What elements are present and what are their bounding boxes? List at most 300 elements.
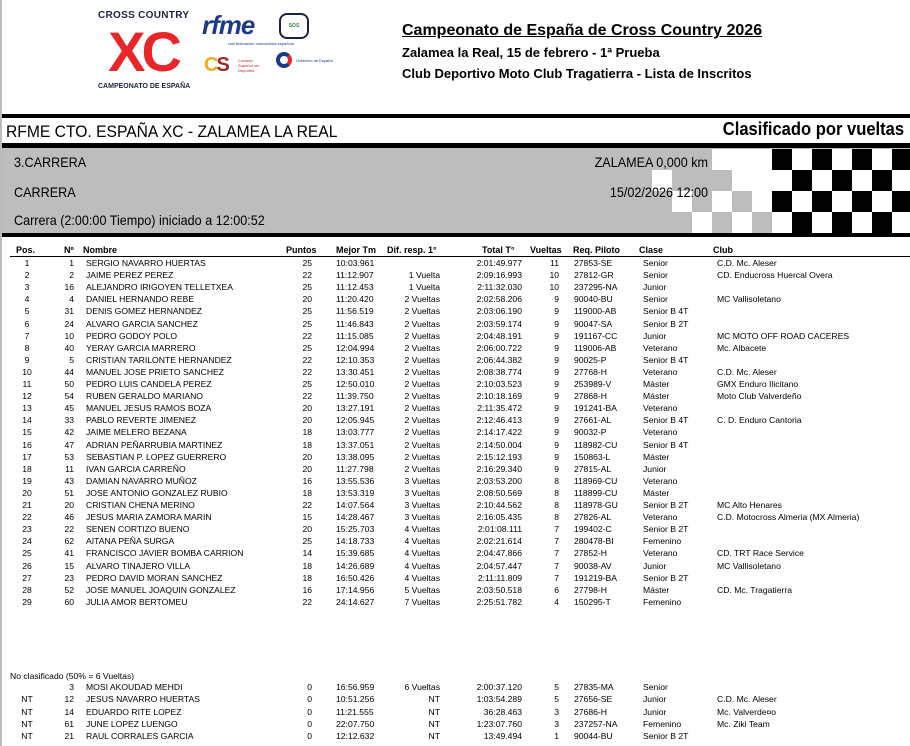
cell-laps: 9 — [554, 366, 559, 377]
column-header-total-time: Total T° — [482, 245, 515, 255]
checker-square — [892, 212, 910, 233]
cell-license: 118899-CU — [574, 487, 618, 498]
cell-points: 25 — [302, 282, 312, 293]
cell-name: ALVARO TINAJERO VILLA — [86, 560, 191, 571]
cell-total-time: 2:00:37.120 — [476, 682, 522, 692]
cell-points: 25 — [302, 258, 312, 268]
cell-license: 27768-H — [574, 366, 607, 377]
cell-name: PEDRO DAVID MORAN SANCHEZ — [86, 572, 223, 583]
cell-total-time: 2:02:58.206 — [476, 294, 522, 305]
cell-best-lap: 16:56.959 — [336, 682, 375, 692]
cell-laps: 4 — [554, 596, 559, 607]
cell-class: Femenino — [643, 596, 682, 607]
cell-license: 150295-T — [574, 596, 611, 607]
checker-square — [852, 212, 872, 233]
sostenible-logo: SOS — [279, 13, 309, 39]
cell-license: 27852-H — [574, 548, 607, 559]
cell-number: 53 — [64, 451, 74, 462]
cell-name: JESUS NAVARRO HUERTAS — [86, 694, 200, 705]
cell-license: 27815-AL — [574, 463, 612, 474]
cell-total-time: 2:03:06.190 — [476, 306, 522, 317]
cell-gap: 4 Vueltas — [404, 548, 440, 559]
cell-total-time: 2:11:32.030 — [477, 282, 522, 293]
cell-laps: 9 — [554, 342, 559, 353]
cell-name: PEDRO GODOY POLO — [86, 330, 178, 341]
cell-pos: 15 — [22, 427, 32, 438]
cell-points: 22 — [302, 330, 312, 341]
xc-logo-mark: XC — [108, 20, 178, 83]
divider — [2, 114, 910, 118]
cell-laps: 10 — [549, 282, 559, 293]
cell-laps: 11 — [550, 258, 559, 268]
cell-total-time: 2:16:05.435 — [476, 512, 522, 523]
cell-pos: 8 — [24, 342, 30, 353]
event-subtitle: Zalamea la Real, 15 de febrero - 1ª Prueba — [402, 45, 660, 60]
cell-total-time: 2:12:46.413 — [476, 415, 522, 426]
cell-class: Femenino — [643, 718, 682, 729]
cell-pos: 25 — [22, 548, 32, 559]
checker-square — [872, 149, 892, 170]
cell-pos: 20 — [22, 487, 32, 498]
cell-best-lap: 16:50.426 — [336, 572, 375, 583]
cell-laps: 9 — [554, 354, 559, 365]
cell-best-lap: 12:50.010 — [336, 379, 375, 389]
cell-license: 27656-SE — [574, 694, 613, 705]
cell-points: 15 — [302, 512, 312, 523]
cell-class: Senior B 4T — [643, 415, 689, 426]
cell-number: 1 — [69, 258, 74, 268]
cell-class: Veterano — [643, 403, 678, 414]
cell-laps: 7 — [554, 572, 559, 583]
cell-best-lap: 13:30.451 — [336, 366, 375, 377]
cell-pos: 4 — [24, 294, 30, 305]
checker-square — [832, 212, 852, 233]
csd-logo-sub: Consejo Superior de Deportes — [238, 58, 259, 73]
cell-gap: 2 Vueltas — [404, 342, 440, 353]
cell-total-time: 2:06:44.382 — [476, 354, 522, 365]
cell-laps: 9 — [554, 306, 559, 317]
cell-class: Máster — [643, 584, 670, 595]
cell-best-lap: 13:37.051 — [336, 439, 375, 450]
cell-gap: NT — [428, 718, 440, 729]
cell-laps: 8 — [554, 500, 559, 510]
checker-square — [752, 170, 772, 191]
cell-name: JESUS MARIA ZAMORA MARIN — [86, 512, 212, 523]
cell-license: 191167-CC — [574, 330, 618, 341]
cell-number: 42 — [64, 427, 74, 438]
cell-total-time: 2:14:50.004 — [476, 439, 522, 450]
cell-best-lap: 14:07.564 — [336, 500, 375, 510]
cell-number: 60 — [64, 596, 74, 607]
cell-club: Mc. Ziki Team — [717, 718, 770, 729]
cell-gap: 2 Vueltas — [404, 415, 440, 426]
cell-pos: 6 — [24, 318, 30, 329]
cell-laps: 9 — [554, 318, 559, 329]
cell-total-time: 2:11:35.472 — [477, 403, 522, 414]
cell-points: 22 — [302, 500, 312, 510]
cell-name: CRISTIAN TARILONTE HERNANDEZ — [86, 354, 232, 365]
cell-name: DANIEL HERNANDO REBE — [86, 294, 195, 305]
rfme-logo: rfme — [202, 10, 255, 40]
cell-number: 12 — [64, 694, 74, 705]
cell-license: 90040-BU — [574, 294, 613, 305]
cell-name: EDUARDO RITE LOPEZ — [86, 706, 182, 717]
cell-number: 20 — [64, 500, 74, 510]
cell-class: Máster — [643, 379, 670, 389]
cell-license: 253989-V — [574, 379, 612, 389]
cell-laps: 7 — [554, 536, 559, 547]
cell-points: 18 — [302, 439, 312, 450]
cell-name: JOSE MANUEL JOAQUIN GONZALEZ — [86, 584, 236, 595]
cell-license: 27835-MA — [574, 682, 614, 692]
cell-gap: 2 Vueltas — [404, 294, 440, 305]
cell-laps: 1 — [554, 731, 559, 741]
cell-number: 22 — [64, 524, 74, 535]
checker-square — [732, 149, 752, 170]
cell-class: Senior — [643, 294, 668, 305]
cell-number: 15 — [64, 560, 74, 571]
divider — [2, 233, 910, 237]
checker-square — [732, 170, 752, 191]
xc-logo — [98, 10, 191, 92]
cell-total-time: 2:15:12.193 — [476, 451, 522, 462]
cell-points: 0 — [307, 731, 312, 741]
cell-gap: 7 Vueltas — [404, 596, 440, 607]
cell-laps: 9 — [554, 427, 559, 438]
event-title: RFME CTO. ESPAÑA XC - ZALAMEA LA REAL — [6, 122, 338, 141]
cell-class: Máster — [643, 487, 670, 498]
cell-number: 2 — [69, 270, 74, 281]
cell-pos: 2 — [24, 270, 30, 281]
cell-license: 90044-BU — [574, 731, 613, 741]
cell-class: Junior — [643, 463, 667, 474]
cell-number: 11 — [65, 463, 74, 474]
cell-number: 31 — [64, 306, 74, 317]
cell-number: 33 — [64, 415, 74, 426]
cell-best-lap: 14:28.467 — [336, 512, 375, 523]
checker-square — [812, 149, 832, 170]
cell-pos: 13 — [22, 403, 32, 414]
cell-laps: 9 — [554, 415, 559, 426]
cell-name: MANUEL JESUS RAMOS BOZA — [86, 403, 212, 414]
cell-pos: 7 — [24, 330, 30, 341]
checker-square — [772, 149, 792, 170]
cell-laps: 5 — [554, 694, 559, 705]
cell-pos: 16 — [22, 439, 32, 450]
checker-square — [832, 170, 852, 191]
checker-square — [892, 170, 910, 191]
cell-name: JUNE LOPEZ LUENGO — [86, 718, 178, 729]
cell-laps: 3 — [554, 718, 559, 729]
cell-best-lap: 14:18.733 — [336, 536, 375, 547]
cell-best-lap: 15:39.685 — [336, 548, 375, 559]
cell-pos: NT — [21, 718, 33, 729]
cell-license: 90038-AV — [574, 560, 612, 571]
cell-pos: 9 — [24, 354, 30, 365]
checker-square — [772, 170, 792, 191]
cell-gap: 2 Vueltas — [404, 439, 440, 450]
checker-square — [712, 149, 732, 170]
cell-total-time: 2:11:11.809 — [477, 572, 522, 583]
cell-points: 22 — [302, 354, 312, 365]
cell-license: 90032-P — [574, 427, 607, 438]
checker-square — [792, 212, 812, 233]
cell-club: MC Alto Henares — [717, 500, 782, 510]
cell-club: Moto Club Valverdeño — [717, 391, 802, 402]
cell-name: JULIA AMOR BERTOMEU — [86, 596, 188, 607]
cell-license: 118982-CU — [574, 439, 618, 450]
cell-name: DENIS GOMEZ HERNANDEZ — [86, 306, 203, 317]
cell-gap: 4 Vueltas — [404, 524, 440, 535]
column-header-pos: Pos. — [16, 245, 36, 255]
cell-pos: 19 — [22, 475, 32, 486]
cell-points: 16 — [302, 475, 312, 486]
cell-total-time: 2:04:48.191 — [476, 330, 522, 341]
cell-points: 25 — [302, 536, 312, 547]
cell-class: Femenino — [643, 536, 682, 547]
race-datetime: 15/02/2026 12:00 — [609, 184, 708, 200]
cell-license: 27686-H — [574, 706, 607, 717]
cell-class: Veterano — [643, 366, 678, 377]
cell-number: 52 — [64, 584, 74, 595]
cell-license: 150863-L — [574, 451, 611, 462]
race-info: Carrera (2:00:00 Tiempo) iniciado a 12:00:52 — [14, 212, 265, 228]
cell-pos: 5 — [24, 306, 30, 317]
cell-points: 18 — [302, 427, 312, 438]
race-location: ZALAMEA 0,000 km — [594, 154, 708, 170]
cell-laps: 5 — [554, 682, 559, 692]
cell-club: Mc. Valverde¤o — [717, 706, 777, 717]
cell-pos: 26 — [22, 560, 32, 571]
cell-number: 44 — [64, 366, 74, 377]
cell-number: 46 — [64, 512, 74, 523]
cell-laps: 10 — [549, 270, 559, 281]
cell-total-time: 2:08:38.774 — [476, 366, 522, 377]
column-header-license: Req. Piloto — [573, 245, 620, 255]
cell-pos: NT — [21, 731, 33, 741]
cell-laps: 9 — [554, 463, 559, 474]
cell-class: Junior — [643, 706, 667, 717]
cell-pos: 24 — [22, 536, 32, 547]
not-classified-label: No clasificado (50% = 6 Vueltas) — [10, 671, 135, 681]
checker-square — [812, 212, 832, 233]
cell-name: AITANA PEÑA SURGA — [86, 536, 175, 547]
checker-square — [772, 212, 792, 233]
cell-class: Senior — [643, 682, 668, 692]
cell-license: 199402-C — [574, 524, 612, 535]
cell-pos: 10 — [22, 366, 32, 377]
cell-best-lap: 10:03.961 — [336, 258, 375, 268]
cell-gap: 5 Vueltas — [404, 584, 440, 595]
cell-pos: NT — [21, 694, 33, 705]
cell-best-lap: 11:20.420 — [336, 294, 374, 305]
championship-title: Campeonato de España de Cross Country 2026 — [402, 22, 763, 39]
header-rule — [10, 256, 910, 257]
cell-gap: 2 Vueltas — [404, 463, 440, 474]
rfme-logo-sub: real federación motociclista española — [228, 41, 294, 46]
cell-points: 18 — [302, 487, 312, 498]
cell-gap: 1 Vuelta — [408, 282, 440, 293]
gobierno-logo-sub: Gobierno de España — [296, 58, 333, 63]
cell-total-time: 2:06:00.722 — [476, 342, 522, 353]
cell-laps: 8 — [554, 487, 559, 498]
cell-name: YERAY GARCIA MARRERO — [86, 342, 196, 353]
cell-class: Junior — [643, 330, 667, 341]
cell-total-time: 2:01:08.111 — [477, 524, 522, 535]
cell-laps: 8 — [554, 475, 559, 486]
csd-logo: CS — [204, 54, 228, 76]
cell-points: 20 — [302, 294, 312, 305]
checker-square — [692, 212, 712, 233]
cell-points: 20 — [302, 403, 312, 414]
cell-gap: 2 Vueltas — [404, 403, 440, 414]
cell-pos: 28 — [22, 584, 32, 595]
cell-total-time: 2:16:29.340 — [476, 463, 522, 474]
column-header-gap: Dif. resp. 1° — [387, 245, 437, 255]
cell-laps: 7 — [554, 560, 559, 571]
cell-number: 10 — [64, 330, 74, 341]
cell-points: 20 — [302, 524, 312, 535]
cell-best-lap: 13:03.777 — [336, 427, 375, 438]
checker-square — [792, 191, 812, 212]
cell-license: 90047-SA — [574, 318, 613, 329]
checker-square — [812, 191, 832, 212]
cell-license: 237257-NA — [574, 718, 618, 729]
cell-pos: 12 — [22, 391, 32, 402]
cell-name: CRISTIAN CHENA MERINO — [86, 500, 195, 510]
cell-points: 20 — [302, 415, 312, 426]
cell-number: 41 — [64, 548, 74, 559]
checker-square — [712, 191, 732, 212]
cell-license: 191241-BA — [574, 403, 618, 414]
checker-square — [752, 149, 772, 170]
cell-total-time: 2:10:18.169 — [476, 391, 522, 402]
cell-best-lap: 14:26.689 — [336, 560, 375, 571]
cell-total-time: 2:02:21.614 — [476, 536, 522, 547]
checker-square — [872, 170, 892, 191]
cell-total-time: 2:10:44.562 — [476, 500, 522, 510]
checker-square — [792, 149, 812, 170]
cell-total-time: 2:09:16.993 — [476, 270, 522, 281]
cell-class: Veterano — [643, 342, 678, 353]
cell-laps: 9 — [554, 294, 559, 305]
cell-number: 24 — [64, 318, 74, 329]
cell-number: 16 — [64, 282, 74, 293]
cell-pos: NT — [21, 706, 33, 717]
cell-number: 45 — [64, 403, 74, 414]
xc-logo-bottom: CAMPEONATO DE ESPAÑA — [98, 83, 191, 90]
cell-gap: 2 Vueltas — [404, 306, 440, 317]
classification-type: Clasificado por vueltas — [722, 119, 904, 139]
cell-points: 14 — [302, 548, 312, 559]
cell-club: C.D. Motocross Almeria (MX Almeria) — [717, 512, 860, 523]
cell-best-lap: 12:05.945 — [336, 415, 375, 426]
cell-club: GMX Enduro Ilicitano — [717, 379, 799, 389]
cell-license: 119000-AB — [574, 306, 617, 317]
race-type: CARRERA — [14, 184, 76, 200]
cell-pos: 18 — [22, 463, 32, 474]
cell-best-lap: 13:53.319 — [336, 487, 375, 498]
cell-total-time: 2:01:49.977 — [476, 258, 522, 268]
cell-name: ALVARO GARCIA SANCHEZ — [86, 318, 198, 329]
cell-number: 23 — [64, 572, 74, 583]
cell-gap: 2 Vueltas — [404, 354, 440, 365]
cell-points: 0 — [307, 694, 312, 705]
cell-name: JAIME PEREZ PEREZ — [86, 270, 174, 281]
cell-total-time: 2:04:57.447 — [476, 560, 522, 571]
cell-license: 27812-GR — [574, 270, 614, 281]
checker-square — [852, 191, 872, 212]
cell-number: 14 — [64, 706, 74, 717]
cell-club: CD. Enducross Huercal Overa — [717, 270, 833, 281]
cell-best-lap: 22:07.750 — [336, 718, 375, 729]
cell-points: 22 — [302, 366, 312, 377]
cell-class: Veterano — [643, 548, 678, 559]
cell-gap: 4 Vueltas — [404, 536, 440, 547]
column-header-number: Nº — [64, 245, 74, 255]
cell-license: 27798-H — [574, 584, 607, 595]
cell-club: C.D. Mc. Aleser — [717, 694, 777, 705]
cell-class: Senior — [643, 258, 668, 268]
cell-total-time: 2:03:53.200 — [476, 475, 522, 486]
cell-gap: 2 Vueltas — [404, 379, 440, 389]
cell-pos: 22 — [22, 512, 32, 523]
cell-number: 21 — [64, 731, 74, 741]
cell-class: Senior B 2T — [643, 524, 689, 535]
cell-license: 237295-NA — [574, 282, 618, 293]
cell-gap: NT — [428, 694, 440, 705]
cell-license: 191219-BA — [574, 572, 618, 583]
cell-number: 40 — [64, 342, 74, 353]
cell-laps: 8 — [554, 512, 559, 523]
cell-gap: 3 Vueltas — [404, 475, 440, 486]
cell-total-time: 1:03:54.289 — [476, 694, 522, 705]
cell-name: JOSE ANTONIO GONZALEZ RUBIO — [86, 487, 228, 498]
cell-points: 0 — [307, 706, 312, 717]
cell-gap: NT — [428, 706, 440, 717]
cell-gap: 2 Vueltas — [404, 451, 440, 462]
cell-club: MC MOTO OFF ROAD CACERES — [717, 330, 850, 341]
cell-club: Mc. Albacete — [717, 342, 767, 353]
cell-name: SENEN CORTIZO BUENO — [86, 524, 190, 535]
cell-gap: 2 Vueltas — [404, 330, 440, 341]
cell-class: Senior B 2T — [643, 318, 689, 329]
cell-class: Senior — [643, 270, 668, 281]
cell-points: 22 — [302, 596, 312, 607]
cell-license: 119006-AB — [574, 342, 617, 353]
cell-gap: 6 Vueltas — [404, 682, 440, 692]
cell-total-time: 2:14:17.422 — [476, 427, 522, 438]
cell-points: 16 — [302, 584, 312, 595]
cell-best-lap: 11:21.555 — [336, 706, 374, 717]
cell-number: 62 — [64, 536, 74, 547]
cell-best-lap: 13:55.536 — [336, 475, 375, 486]
cell-laps: 6 — [554, 584, 559, 595]
cell-gap: 4 Vueltas — [404, 560, 440, 571]
cell-class: Senior B 4T — [643, 439, 689, 450]
cell-class: Junior — [643, 282, 667, 293]
cell-club: CD. TRT Race Service — [717, 548, 804, 559]
cell-gap: 2 Vueltas — [404, 366, 440, 377]
cell-license: 118978-GU — [574, 500, 618, 510]
cell-number: 43 — [64, 475, 74, 486]
cell-license: 27853-SE — [574, 258, 613, 268]
cell-club: C.D. Mc. Aleser — [717, 366, 777, 377]
cell-class: Máster — [643, 451, 670, 462]
cell-pos: 17 — [22, 451, 32, 462]
checker-square — [812, 170, 832, 191]
cell-license: 90025-P — [574, 354, 607, 365]
